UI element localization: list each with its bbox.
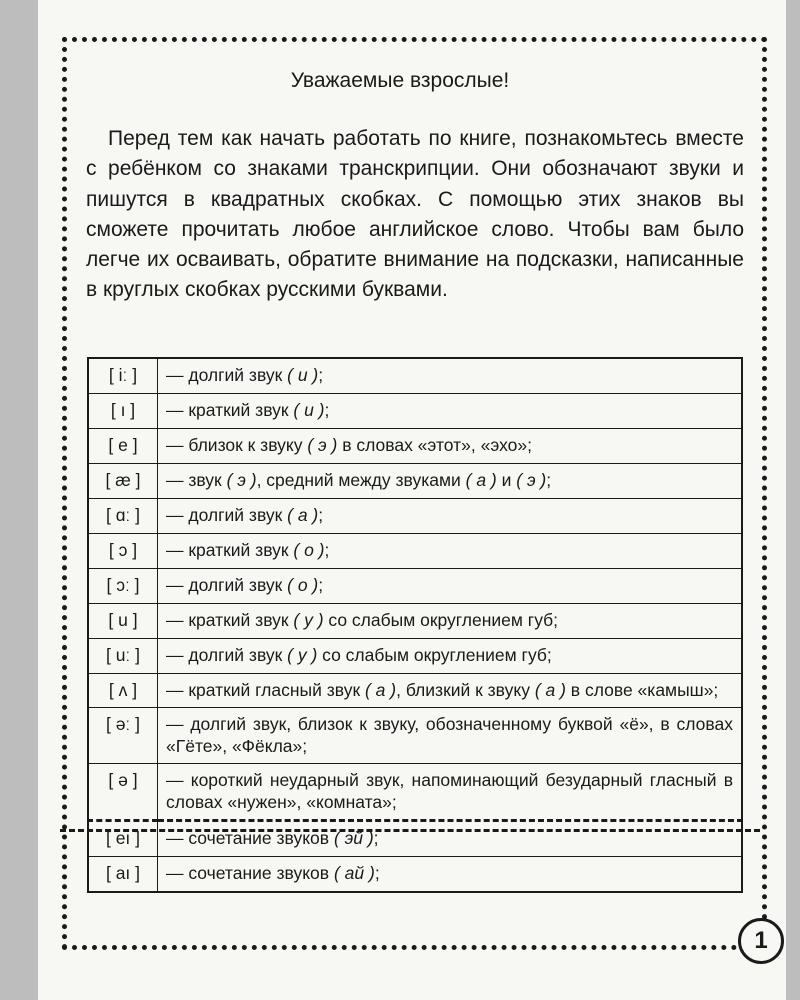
russian-hint: ( а ) (364, 680, 397, 700)
description-text: ; (373, 828, 379, 848)
description-text: — близок к звуку (166, 435, 308, 455)
description-text: в словах «этот», «эхо»; (337, 435, 532, 455)
russian-hint: ( а ) (465, 470, 497, 490)
table-row (88, 604, 742, 639)
transcription-symbol: [ aı ] (88, 857, 158, 893)
sound-description (158, 394, 743, 429)
description-text: — краткий звук (166, 610, 294, 630)
transcription-symbol: [ ɔː ] (88, 569, 158, 604)
russian-hint: ( э ) (516, 470, 547, 490)
transcription-symbol: [ ɑː ] (88, 499, 158, 534)
russian-hint: ( эй ) (333, 828, 374, 848)
transcription-symbol: [ ı ] (88, 394, 158, 429)
russian-hint: ( э ) (307, 435, 338, 455)
intro-paragraph: Перед тем как начать работать по книге, познакомьтесь вместе с ребёнком со знаками транскрипции. Они обозначают звуки и пишутся в квадратных скобках. С помощью этих знаков вы сможете прочитать любое английское слово. Чтобы вам было легче их осваивать, обратите внимание на подсказки, написанные в круглых скобках русскими буквами. (86, 127, 744, 302)
table-row (88, 394, 742, 429)
sound-description (158, 569, 743, 604)
page-heading: Уважаемые взрослые! (290, 69, 510, 92)
russian-hint: ( а ) (287, 505, 319, 525)
description-text: ; (318, 505, 324, 525)
russian-hint: ( о ) (287, 575, 319, 595)
description-text: в слове «камыш»; (565, 680, 719, 700)
description-text: ; (324, 400, 330, 420)
table-row (88, 358, 742, 394)
sound-description (158, 429, 743, 464)
transcription-symbol: [ eı ] (88, 821, 158, 857)
description-text: ; (318, 575, 324, 595)
sound-description (158, 639, 743, 674)
description-text: — долгий звук (166, 645, 288, 665)
sound-description (158, 857, 743, 893)
transcription-table (87, 357, 743, 893)
table-row (88, 429, 742, 464)
description-text: — звук (166, 470, 227, 490)
russian-hint: ( у ) (287, 645, 318, 665)
description-text: — краткий звук (166, 400, 294, 420)
russian-hint: ( и ) (293, 400, 325, 420)
table-row (88, 464, 742, 499)
russian-hint: ( ай ) (333, 863, 375, 883)
transcription-symbol: [ iː ] (88, 358, 158, 394)
sound-description (158, 764, 743, 821)
table-row (88, 534, 742, 569)
table-row (88, 821, 742, 857)
description-text: со слабым округлением губ; (317, 645, 552, 665)
description-text: ; (318, 365, 324, 385)
sound-description (158, 604, 743, 639)
transcription-symbol: [ uː ] (88, 639, 158, 674)
russian-hint: ( и ) (287, 365, 319, 385)
sound-description (158, 464, 743, 499)
transcription-symbol: [ e ] (88, 429, 158, 464)
transcription-symbol: [ æ ] (88, 464, 158, 499)
sound-description (158, 534, 743, 569)
russian-hint: ( а ) (534, 680, 566, 700)
russian-hint: ( о ) (293, 540, 325, 560)
russian-hint: ( э ) (226, 470, 257, 490)
table-row (88, 674, 742, 708)
description-text: — краткий звук (166, 540, 294, 560)
table-row (88, 764, 742, 821)
sound-description (158, 708, 743, 764)
dashed-separator (60, 829, 760, 832)
description-text: , средний между звуками (256, 470, 466, 490)
description-text: — сочетание звуков (166, 863, 334, 883)
description-text: — короткий неударный звук, напоминающий безударный гласный в словах «нужен», «комната»; (166, 770, 733, 812)
description-text: ; (546, 470, 552, 490)
transcription-symbol: [ ə ] (88, 764, 158, 821)
description-text: — долгий звук (166, 575, 288, 595)
sound-description (158, 499, 743, 534)
table-row (88, 639, 742, 674)
description-text: ; (324, 540, 330, 560)
sound-description (158, 358, 743, 394)
table-row (88, 499, 742, 534)
description-text: ; (374, 863, 380, 883)
description-text: — краткий гласный звук (166, 680, 365, 700)
description-text: — долгий звук (166, 365, 288, 385)
transcription-symbol: [ u ] (88, 604, 158, 639)
russian-hint: ( у ) (293, 610, 324, 630)
transcription-symbol: [ əː ] (88, 708, 158, 764)
table-row (88, 569, 742, 604)
description-text: и (496, 470, 517, 490)
description-text: — долгий звук (166, 505, 288, 525)
page-number: 1 (738, 918, 784, 964)
table-row (88, 857, 742, 893)
table-row (88, 708, 742, 764)
sound-description (158, 821, 743, 857)
transcription-symbol: [ ʌ ] (88, 674, 158, 708)
description-text: , близкий к звуку (396, 680, 535, 700)
sound-description (158, 674, 743, 708)
transcription-symbol: [ ɔ ] (88, 534, 158, 569)
description-text: со слабым округлением губ; (323, 610, 559, 630)
description-text: — долгий звук, близок к звуку, обозначенному буквой «ё», в словах «Гёте», «Фёкла»; (166, 714, 733, 756)
description-text: — сочетание звуков (166, 828, 334, 848)
